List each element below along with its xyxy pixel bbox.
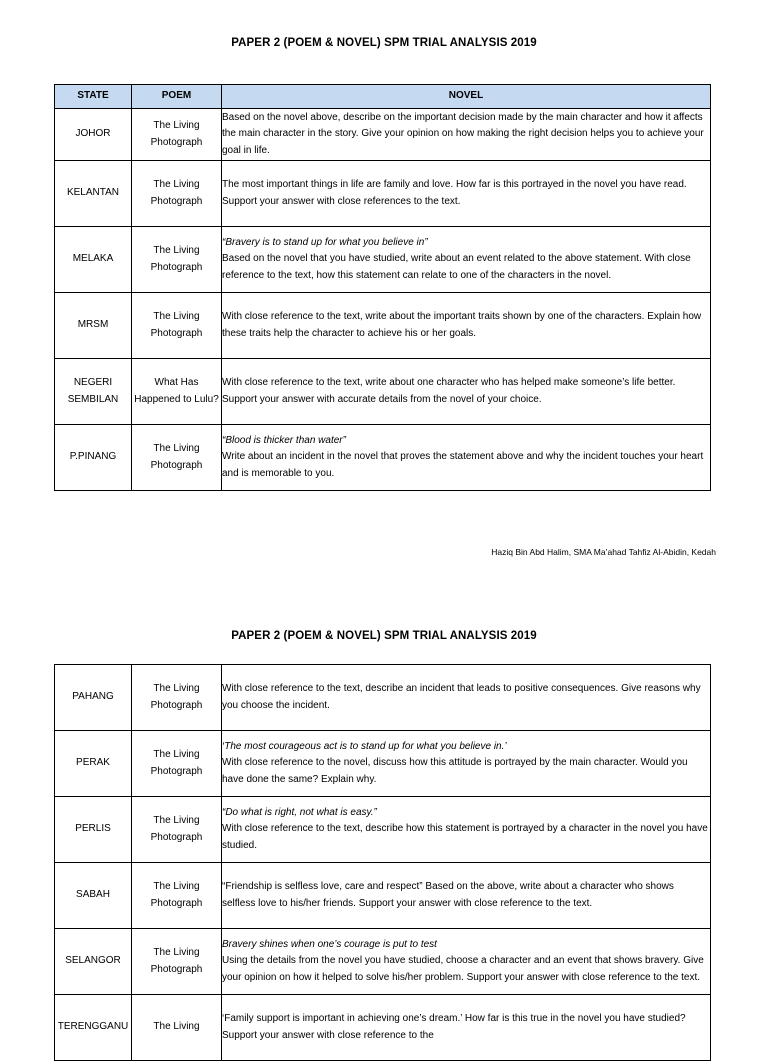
poem-cell: The Living Photograph xyxy=(132,109,222,161)
novel-question: With close reference to the text, write about one character who has helped make someone’s life better. Support your answer with accurate details from the novel of your choice. xyxy=(222,377,676,405)
novel-quote: “Blood is thicker than water” xyxy=(222,434,346,446)
poem-cell: The Living Photograph xyxy=(132,293,222,359)
novel-question: Using the details from the novel you have studied, choose a character and an event that shows bravery. Give your opinion on how it helped to solve his/her problem. Support your answer with close reference to the text. xyxy=(222,955,704,983)
state-cell: TERENGGANU xyxy=(55,995,132,1061)
state-cell: SELANGOR xyxy=(55,929,132,995)
novel-cell xyxy=(222,425,711,491)
novel-cell xyxy=(222,227,711,293)
table-row xyxy=(55,797,711,863)
table-row xyxy=(55,665,711,731)
state-cell: MELAKA xyxy=(55,227,132,293)
table-row xyxy=(55,359,711,425)
state-cell: JOHOR xyxy=(55,109,132,161)
novel-question: With close reference to the text, describe an incident that leads to positive consequences. Give reasons why you choose the incident. xyxy=(222,683,701,711)
poem-cell: What Has Happened to Lulu? xyxy=(132,359,222,425)
table-row xyxy=(55,731,711,797)
table-row xyxy=(55,995,711,1061)
table-row xyxy=(55,227,711,293)
poem-cell: The Living Photograph xyxy=(132,929,222,995)
novel-question: “Friendship is selfless love, care and respect” Based on the above, write about a character who shows selfless love to his/her friends. Support your answer with close reference to the text. xyxy=(222,881,674,909)
table-row xyxy=(55,161,711,227)
novel-quote: ‘The most courageous act is to stand up for what you believe in.’ xyxy=(222,740,507,752)
novel-cell xyxy=(222,863,711,929)
novel-cell xyxy=(222,293,711,359)
page-title: PAPER 2 (POEM & NOVEL) SPM TRIAL ANALYSIS 2019 xyxy=(231,37,537,49)
poem-cell: The Living Photograph xyxy=(132,797,222,863)
poem-cell: The Living Photograph xyxy=(132,227,222,293)
novel-cell xyxy=(222,797,711,863)
poem-cell: The Living xyxy=(132,995,222,1061)
header-poem: POEM xyxy=(132,85,222,109)
novel-question: Based on the novel that you have studied, write about an event related to the above statement. With close reference to the text, how this statement can relate to one of the characters in the novel. xyxy=(222,253,691,281)
page-title: PAPER 2 (POEM & NOVEL) SPM TRIAL ANALYSIS 2019 xyxy=(231,630,537,642)
novel-quote: “Do what is right, not what is easy.” xyxy=(222,806,377,818)
table-row xyxy=(55,109,711,161)
novel-cell xyxy=(222,359,711,425)
novel-question: With close reference to the text, describe how this statement is portrayed by a character in the novel you have studied. xyxy=(222,823,708,851)
state-cell: SABAH xyxy=(55,863,132,929)
header-state: STATE xyxy=(55,85,132,109)
state-cell: NEGERI SEMBILAN xyxy=(55,359,132,425)
state-cell: PAHANG xyxy=(55,665,132,731)
state-cell: MRSM xyxy=(55,293,132,359)
state-cell: KELANTAN xyxy=(55,161,132,227)
state-cell: PERLIS xyxy=(55,797,132,863)
poem-cell: The Living Photograph xyxy=(132,731,222,797)
analysis-table xyxy=(54,84,711,491)
poem-cell: The Living Photograph xyxy=(132,161,222,227)
table-row xyxy=(55,863,711,929)
novel-quote: Bravery shines when one’s courage is put to test xyxy=(222,938,437,950)
novel-cell xyxy=(222,995,711,1061)
novel-question: ‘Family support is important in achieving one’s dream.’ How far is this true in the novel you have studied? Support your answer with close reference to the xyxy=(222,1013,686,1041)
state-cell: P.PINANG xyxy=(55,425,132,491)
novel-cell xyxy=(222,109,711,161)
novel-question: The most important things in life are family and love. How far is this portrayed in the novel you have read. Support your answer with close references to the text. xyxy=(222,179,687,207)
novel-cell xyxy=(222,161,711,227)
poem-cell: The Living Photograph xyxy=(132,425,222,491)
novel-cell xyxy=(222,665,711,731)
novel-question: Based on the novel above, describe on the important decision made by the main character and how it affects the main character in the story. Give your opinion on how making the right decision helps you to achieve your goal in life. xyxy=(222,111,704,156)
state-cell: PERAK xyxy=(55,731,132,797)
table-row xyxy=(55,425,711,491)
author-credit: Haziq Bin Abd Halim, SMA Ma’ahad Tahfiz Al-Abidin, Kedah xyxy=(491,547,716,557)
poem-cell: The Living Photograph xyxy=(132,665,222,731)
table-row xyxy=(55,293,711,359)
header-novel: NOVEL xyxy=(222,85,711,109)
novel-quote: “Bravery is to stand up for what you believe in” xyxy=(222,236,428,248)
novel-question: With close reference to the text, write about the important traits shown by one of the characters. Explain how these traits help the character to achieve his or her goals. xyxy=(222,311,702,339)
analysis-table xyxy=(54,664,711,1061)
novel-cell xyxy=(222,929,711,995)
novel-cell xyxy=(222,731,711,797)
novel-question: Write about an incident in the novel that proves the statement above and why the incident touches your heart and is memorable to you. xyxy=(222,451,704,479)
table-row xyxy=(55,929,711,995)
poem-cell: The Living Photograph xyxy=(132,863,222,929)
novel-question: With close reference to the novel, discuss how this attitude is portrayed by the main character. Would you have done the same? Explain why. xyxy=(222,757,688,785)
